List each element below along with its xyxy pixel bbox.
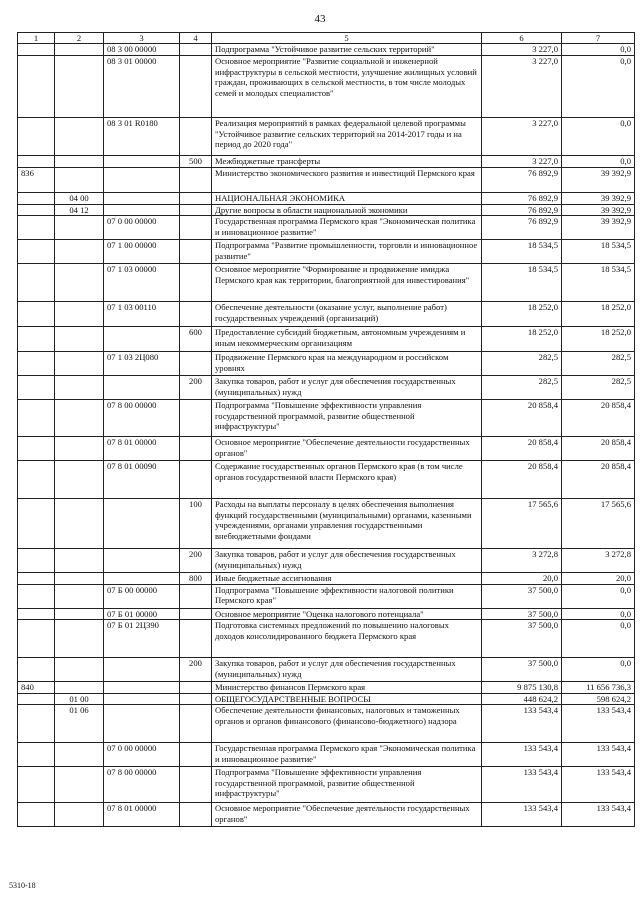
ministry-code	[18, 499, 55, 549]
target-article-code: 07 8 01 00090	[104, 461, 180, 499]
target-article-code: 07 8 01 00000	[104, 803, 180, 827]
ministry-code	[18, 620, 55, 658]
ministry-code	[18, 437, 55, 461]
amount-2020: 133 543,4	[562, 705, 635, 743]
amount-2019: 76 892,9	[482, 216, 562, 240]
item-name: Продвижение Пермского края на международном и российском уровнях	[212, 352, 482, 376]
item-name: ОБЩЕГОСУДАРСТВЕННЫЕ ВОПРОСЫ	[212, 693, 482, 704]
amount-2019: 448 624,2	[482, 693, 562, 704]
item-name: Государственная программа Пермского края "Экономическая политика и инновационное развитие"	[212, 743, 482, 767]
ministry-code	[18, 118, 55, 156]
item-name: Обеспечение деятельности (оказание услуг, выполнение работ) государственных учреждений (организаций)	[212, 302, 482, 327]
section-code	[55, 240, 104, 264]
section-code	[55, 743, 104, 767]
expense-type-code	[180, 118, 212, 156]
amount-2020: 11 656 736,3	[562, 682, 635, 693]
table-row	[18, 400, 635, 437]
amount-2020: 39 392,9	[562, 204, 635, 215]
amount-2020: 0,0	[562, 584, 635, 608]
amount-2020: 17 565,6	[562, 499, 635, 549]
amount-2019: 133 543,4	[482, 803, 562, 827]
item-name: Подпрограмма "Устойчивое развитие сельских территорий"	[212, 44, 482, 56]
item-name: Основное мероприятие "Формирование и продвижение имиджа Пермского края как территории, благоприятной для инвестирования"	[212, 264, 482, 302]
amount-2019: 133 543,4	[482, 767, 562, 803]
amount-2019: 18 252,0	[482, 327, 562, 352]
target-article-code	[104, 376, 180, 400]
item-name: Министерство экономического развития и инвестиций Пермского края	[212, 168, 482, 193]
amount-2019: 76 892,9	[482, 204, 562, 215]
expense-type-code: 200	[180, 658, 212, 682]
section-code	[55, 156, 104, 168]
ministry-code: 840	[18, 682, 55, 693]
section-code	[55, 264, 104, 302]
expense-type-code	[180, 352, 212, 376]
amount-2019: 37 500,0	[482, 584, 562, 608]
amount-2020: 0,0	[562, 608, 635, 619]
ministry-code	[18, 240, 55, 264]
expense-type-code	[180, 437, 212, 461]
section-code	[55, 437, 104, 461]
header-row	[18, 33, 635, 44]
amount-2020: 0,0	[562, 156, 635, 168]
table-row	[18, 327, 635, 352]
table-row	[18, 168, 635, 193]
item-name: Реализация мероприятий в рамках федеральной целевой программы "Устойчивое развитие сельских территорий на 2014-2017 годы и на период до 2020 года"	[212, 118, 482, 156]
section-code	[55, 573, 104, 584]
table-row	[18, 44, 635, 56]
expense-type-code	[180, 705, 212, 743]
amount-2019: 20 858,4	[482, 461, 562, 499]
amount-2019: 37 500,0	[482, 620, 562, 658]
section-code	[55, 658, 104, 682]
table-row	[18, 573, 635, 584]
amount-2019: 3 227,0	[482, 44, 562, 56]
amount-2020: 18 252,0	[562, 327, 635, 352]
section-code	[55, 376, 104, 400]
table-row	[18, 56, 635, 118]
amount-2020: 3 272,8	[562, 549, 635, 573]
target-article-code	[104, 168, 180, 193]
amount-2019: 20,0	[482, 573, 562, 584]
ministry-code	[18, 56, 55, 118]
ministry-code	[18, 216, 55, 240]
section-code	[55, 118, 104, 156]
item-name: НАЦИОНАЛЬНАЯ ЭКОНОМИКА	[212, 193, 482, 204]
amount-2019: 76 892,9	[482, 193, 562, 204]
table-row	[18, 264, 635, 302]
expense-type-code: 500	[180, 156, 212, 168]
expense-type-code	[180, 803, 212, 827]
section-code	[55, 400, 104, 437]
ministry-code: 836	[18, 168, 55, 193]
ministry-code	[18, 204, 55, 215]
item-name: Основное мероприятие "Обеспечение деятельности государственных органов"	[212, 803, 482, 827]
target-article-code	[104, 573, 180, 584]
column-header-6: 6	[482, 33, 562, 44]
item-name: Закупка товаров, работ и услуг для обеспечения государственных (муниципальных) нужд	[212, 376, 482, 400]
ministry-code	[18, 44, 55, 56]
expense-type-code	[180, 264, 212, 302]
amount-2019: 18 252,0	[482, 302, 562, 327]
ministry-code	[18, 376, 55, 400]
column-header-4: 4	[180, 33, 212, 44]
ministry-code	[18, 193, 55, 204]
item-name: Закупка товаров, работ и услуг для обеспечения государственных (муниципальных) нужд	[212, 658, 482, 682]
item-name: Подпрограмма "Развитие промышленности, торговли и инновационное развитие"	[212, 240, 482, 264]
table-row	[18, 376, 635, 400]
expense-type-code	[180, 584, 212, 608]
target-article-code: 07 0 00 00000	[104, 216, 180, 240]
expense-type-code: 800	[180, 573, 212, 584]
item-name: Основное мероприятие "Развитие социальной и инженерной инфраструктуры в сельской местности, улучшение жилищных условий граждан, проживающих в сельской местности, в том числе молодых семей и молодых специалистов"	[212, 56, 482, 118]
table-row	[18, 620, 635, 658]
expense-type-code: 200	[180, 549, 212, 573]
target-article-code	[104, 327, 180, 352]
target-article-code: 07 8 00 00000	[104, 767, 180, 803]
amount-2019: 37 500,0	[482, 608, 562, 619]
item-name: Министерство финансов Пермского края	[212, 682, 482, 693]
amount-2019: 3 227,0	[482, 118, 562, 156]
item-name: Предоставление субсидий бюджетным, автономным учреждениям и иным некоммерческим организациям	[212, 327, 482, 352]
table-row	[18, 216, 635, 240]
ministry-code	[18, 352, 55, 376]
target-article-code	[104, 705, 180, 743]
table-row	[18, 437, 635, 461]
section-code: 01 06	[55, 705, 104, 743]
ministry-code	[18, 693, 55, 704]
column-header-2: 2	[55, 33, 104, 44]
table-row	[18, 193, 635, 204]
amount-2020: 20,0	[562, 573, 635, 584]
expense-type-code	[180, 204, 212, 215]
amount-2019: 3 227,0	[482, 56, 562, 118]
page-number: 43	[314, 13, 326, 25]
target-article-code: 08 3 01 00000	[104, 56, 180, 118]
ministry-code	[18, 156, 55, 168]
target-article-code	[104, 682, 180, 693]
column-header-5: 5	[212, 33, 482, 44]
amount-2019: 133 543,4	[482, 743, 562, 767]
table-row	[18, 584, 635, 608]
amount-2020: 18 534,5	[562, 240, 635, 264]
section-code	[55, 44, 104, 56]
amount-2019: 282,5	[482, 352, 562, 376]
budget-table	[17, 32, 635, 827]
expense-type-code: 200	[180, 376, 212, 400]
item-name: Основное мероприятие "Обеспечение деятельности государственных органов"	[212, 437, 482, 461]
section-code: 01 00	[55, 693, 104, 704]
table-row	[18, 302, 635, 327]
target-article-code	[104, 693, 180, 704]
column-header-1: 1	[18, 33, 55, 44]
footer-code: 5310-18	[9, 881, 36, 890]
ministry-code	[18, 658, 55, 682]
amount-2019: 3 272,8	[482, 549, 562, 573]
amount-2020: 133 543,4	[562, 767, 635, 803]
amount-2020: 18 252,0	[562, 302, 635, 327]
section-code	[55, 461, 104, 499]
item-name: Государственная программа Пермского края "Экономическая политика и инновационное развитие"	[212, 216, 482, 240]
item-name: Основное мероприятие "Оценка налогового потенциала"	[212, 608, 482, 619]
target-article-code	[104, 193, 180, 204]
table-row	[18, 118, 635, 156]
table-row	[18, 461, 635, 499]
expense-type-code: 600	[180, 327, 212, 352]
table-row	[18, 608, 635, 619]
amount-2019: 9 875 130,8	[482, 682, 562, 693]
amount-2019: 76 892,9	[482, 168, 562, 193]
table-row	[18, 352, 635, 376]
amount-2020: 20 858,4	[562, 400, 635, 437]
expense-type-code	[180, 56, 212, 118]
table-row	[18, 682, 635, 693]
ministry-code	[18, 327, 55, 352]
section-code	[55, 56, 104, 118]
section-code	[55, 549, 104, 573]
section-code	[55, 499, 104, 549]
table-row	[18, 767, 635, 803]
expense-type-code	[180, 608, 212, 619]
amount-2020: 20 858,4	[562, 437, 635, 461]
ministry-code	[18, 461, 55, 499]
expense-type-code	[180, 693, 212, 704]
target-article-code: 07 Б 01 00000	[104, 608, 180, 619]
amount-2019: 282,5	[482, 376, 562, 400]
ministry-code	[18, 264, 55, 302]
section-code	[55, 168, 104, 193]
amount-2020: 39 392,9	[562, 216, 635, 240]
target-article-code	[104, 204, 180, 215]
amount-2020: 598 624,2	[562, 693, 635, 704]
target-article-code: 07 Б 01 2Ц390	[104, 620, 180, 658]
amount-2020: 0,0	[562, 658, 635, 682]
target-article-code: 07 1 00 00000	[104, 240, 180, 264]
column-header-3: 3	[104, 33, 180, 44]
expense-type-code	[180, 400, 212, 437]
target-article-code: 07 8 00 00000	[104, 400, 180, 437]
item-name: Расходы на выплаты персоналу в целях обеспечения выполнения функций государственными (муниципальными) органами, казенными учреждениями, органами управления государственными внебюджетными фондами	[212, 499, 482, 549]
amount-2020: 133 543,4	[562, 803, 635, 827]
column-header-7: 7	[562, 33, 635, 44]
amount-2019: 17 565,6	[482, 499, 562, 549]
amount-2020: 133 543,4	[562, 743, 635, 767]
item-name: Закупка товаров, работ и услуг для обеспечения государственных (муниципальных) нужд	[212, 549, 482, 573]
section-code	[55, 682, 104, 693]
target-article-code: 08 3 01 R0180	[104, 118, 180, 156]
section-code: 04 00	[55, 193, 104, 204]
target-article-code: 07 0 00 00000	[104, 743, 180, 767]
expense-type-code	[180, 302, 212, 327]
ministry-code	[18, 767, 55, 803]
table-row	[18, 743, 635, 767]
expense-type-code: 100	[180, 499, 212, 549]
table-row	[18, 156, 635, 168]
expense-type-code	[180, 216, 212, 240]
section-code	[55, 608, 104, 619]
amount-2020: 282,5	[562, 352, 635, 376]
expense-type-code	[180, 620, 212, 658]
section-code: 04 12	[55, 204, 104, 215]
target-article-code	[104, 499, 180, 549]
target-article-code: 07 1 03 00110	[104, 302, 180, 327]
amount-2020: 39 392,9	[562, 193, 635, 204]
expense-type-code	[180, 767, 212, 803]
target-article-code: 07 Б 00 00000	[104, 584, 180, 608]
amount-2019: 18 534,5	[482, 240, 562, 264]
table-row	[18, 240, 635, 264]
amount-2020: 0,0	[562, 118, 635, 156]
section-code	[55, 216, 104, 240]
item-name: Подпрограмма "Повышение эффективности налоговой политики Пермского края"	[212, 584, 482, 608]
target-article-code: 07 8 01 00000	[104, 437, 180, 461]
amount-2020: 39 392,9	[562, 168, 635, 193]
table-row	[18, 658, 635, 682]
item-name: Подпрограмма "Повышение эффективности управления государственной программой, развитие общественной инфраструктуры"	[212, 767, 482, 803]
target-article-code	[104, 549, 180, 573]
expense-type-code	[180, 44, 212, 56]
amount-2020: 0,0	[562, 44, 635, 56]
amount-2019: 20 858,4	[482, 400, 562, 437]
section-code	[55, 302, 104, 327]
amount-2019: 18 534,5	[482, 264, 562, 302]
amount-2020: 0,0	[562, 56, 635, 118]
table-row	[18, 693, 635, 704]
expense-type-code	[180, 193, 212, 204]
item-name: Обеспечение деятельности финансовых, налоговых и таможенных органов и органов финансового (финансово-бюджетного) надзора	[212, 705, 482, 743]
ministry-code	[18, 803, 55, 827]
ministry-code	[18, 608, 55, 619]
amount-2019: 3 227,0	[482, 156, 562, 168]
ministry-code	[18, 302, 55, 327]
ministry-code	[18, 400, 55, 437]
ministry-code	[18, 549, 55, 573]
target-article-code	[104, 658, 180, 682]
section-code	[55, 327, 104, 352]
item-name: Межбюджетные трансферты	[212, 156, 482, 168]
target-article-code: 08 3 00 00000	[104, 44, 180, 56]
table-row	[18, 549, 635, 573]
table-row	[18, 705, 635, 743]
section-code	[55, 767, 104, 803]
ministry-code	[18, 705, 55, 743]
expense-type-code	[180, 682, 212, 693]
target-article-code: 07 1 03 00000	[104, 264, 180, 302]
expense-type-code	[180, 240, 212, 264]
section-code	[55, 352, 104, 376]
amount-2019: 133 543,4	[482, 705, 562, 743]
expense-type-code	[180, 461, 212, 499]
section-code	[55, 803, 104, 827]
item-name: Содержание государственных органов Пермского края (в том числе органов государственной власти Пермского края)	[212, 461, 482, 499]
amount-2019: 37 500,0	[482, 658, 562, 682]
amount-2020: 18 534,5	[562, 264, 635, 302]
table-row	[18, 803, 635, 827]
item-name: Подготовка системных предложений по повышению налоговых доходов консолидированного бюджета Пермского края	[212, 620, 482, 658]
ministry-code	[18, 584, 55, 608]
item-name: Другие вопросы в области национальной экономики	[212, 204, 482, 215]
amount-2020: 0,0	[562, 620, 635, 658]
amount-2020: 20 858,4	[562, 461, 635, 499]
ministry-code	[18, 573, 55, 584]
section-code	[55, 620, 104, 658]
item-name: Подпрограмма "Повышение эффективности управления государственной программой, развитие общественной инфраструктуры"	[212, 400, 482, 437]
amount-2019: 20 858,4	[482, 437, 562, 461]
ministry-code	[18, 743, 55, 767]
expense-type-code	[180, 743, 212, 767]
amount-2020: 282,5	[562, 376, 635, 400]
table-body	[18, 44, 635, 827]
item-name: Иные бюджетные ассигнования	[212, 573, 482, 584]
target-article-code	[104, 156, 180, 168]
section-code	[55, 584, 104, 608]
table-row	[18, 204, 635, 215]
table-row	[18, 499, 635, 549]
target-article-code: 07 1 03 2Ц080	[104, 352, 180, 376]
expense-type-code	[180, 168, 212, 193]
